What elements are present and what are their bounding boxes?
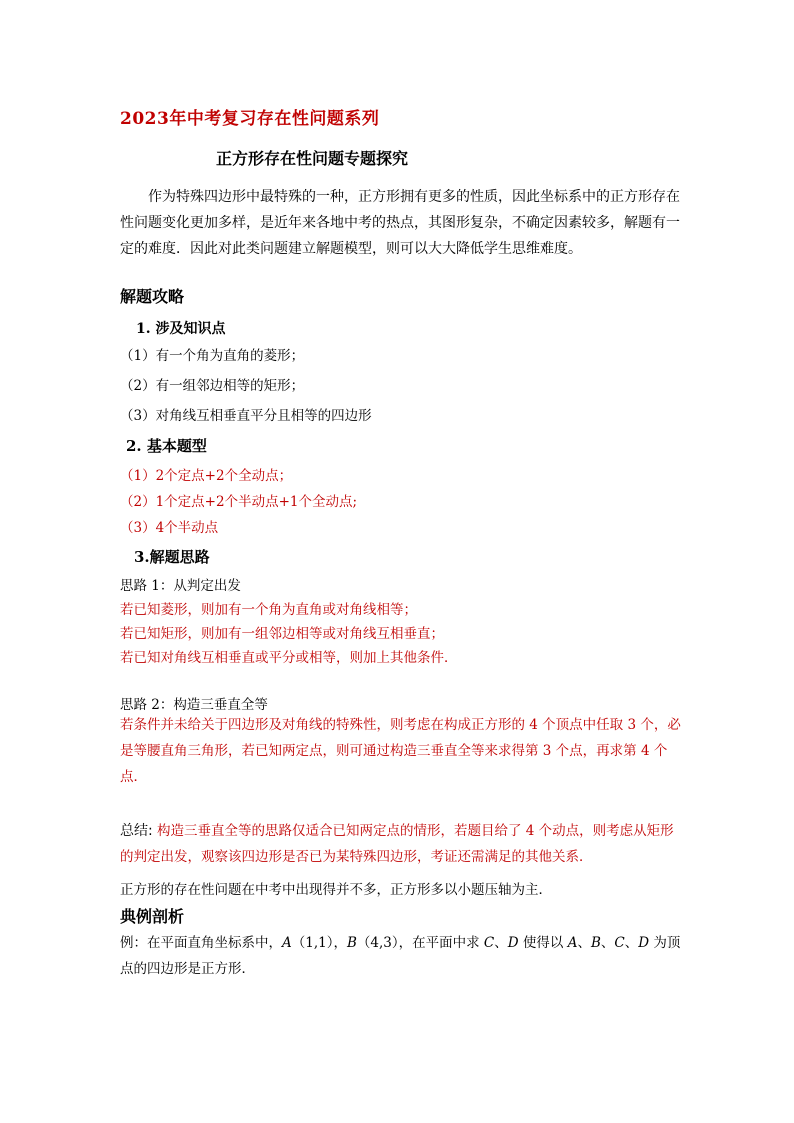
example-text: （4,3），在平面中求 <box>356 935 484 951</box>
knowledge-item: （1）有一个角为直角的菱形； <box>120 348 305 364</box>
intro-paragraph: 作为特殊四边形中最特殊的一种，正方形拥有更多的性质，因此坐标系中的正方形存在性问题变化更加多样，是近年来各地中考的热点，其图形复杂，不确定因素较多，解题有一定的难度．因此对此类问题建立解题模型，则可以大大降低学生思维难度。 <box>120 189 680 257</box>
example-text: 、 <box>624 935 639 951</box>
point-label: A <box>282 935 292 951</box>
idea2-paragraph: 若条件并未给关于四边形及对角线的特殊性，则考虑在构成正方形的 4 个顶点中任取 3 个，必是等腰直角三角形，若已知两定点，则可通过构造三垂直全等来求得第 3 个点，再求第 4 个点． <box>120 717 681 785</box>
type-item: （3）4个半动点 <box>120 520 219 536</box>
series-title: 2023年中考复习存在性问题系列 <box>120 109 380 129</box>
example-text: 为顶点的四边形是正方形． <box>120 935 681 977</box>
example-text: 例：在平面直角坐标系中， <box>120 935 282 951</box>
summary-note: 正方形的存在性问题在中考中出现得并不多，正方形多以小题压轴为主． <box>120 882 552 898</box>
example-paragraph <box>120 930 685 982</box>
point-label: B <box>590 935 601 951</box>
point-label: D <box>638 935 650 951</box>
example-text: （1,1）， <box>291 935 347 951</box>
point-label: C <box>614 935 625 951</box>
summary-label: 总结 <box>120 823 148 839</box>
types-heading: 2. 基本题型 <box>126 437 207 455</box>
idea1-line: 若已知对角线互相垂直或平分或相等，则加上其他条件． <box>120 650 458 666</box>
ideas-heading: 3.解题思路 <box>134 548 210 566</box>
point-label: B <box>346 935 357 951</box>
idea1-line: 若已知菱形，则加有一个角为直角或对角线相等； <box>120 602 417 618</box>
example-text: 、 <box>600 935 615 951</box>
summary-paragraph <box>120 818 685 870</box>
knowledge-item: （2）有一组邻边相等的矩形； <box>120 378 305 394</box>
knowledge-heading: 1. 涉及知识点 <box>136 321 226 337</box>
page-title: 正方形存在性问题专题探究 <box>216 149 409 168</box>
strategy-heading: 解题攻略 <box>120 287 185 306</box>
type-item: （2）1个定点+2个半动点+1个全动点; <box>120 494 358 510</box>
idea1-title: 思路 1：从判定出发 <box>120 578 241 594</box>
point-label: A <box>567 935 578 951</box>
example-text: 、 <box>577 935 591 951</box>
example-text: 使得以 <box>518 935 568 951</box>
idea1-line: 若已知矩形，则加有一组邻边相等或对角线互相垂直； <box>120 626 444 642</box>
summary-text: 构造三垂直全等的思路仅适合已知两定点的情形，若题目给了 4 个动点，则考虑从矩形的判定出发，观察该四边形是否已为某特殊四边形，考证还需满足的其他关系． <box>120 823 674 865</box>
point-label: C <box>483 935 495 951</box>
summary-colon: : <box>148 823 153 839</box>
example-text: 、 <box>494 935 508 951</box>
type-item: （1）2个定点+2个全动点； <box>120 468 293 484</box>
point-label: D <box>507 935 519 951</box>
example-heading: 典例剖析 <box>120 907 185 926</box>
knowledge-item: （3）对角线互相垂直平分且相等的四边形 <box>120 408 372 424</box>
idea2-title: 思路 2：构造三垂直全等 <box>120 697 268 713</box>
